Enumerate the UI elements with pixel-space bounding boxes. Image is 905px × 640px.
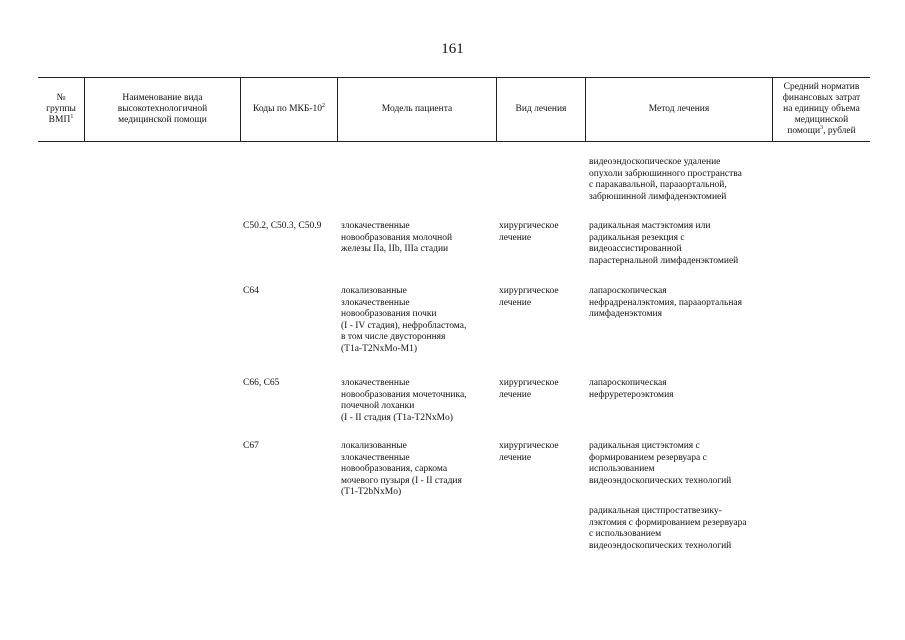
page-number: 161 bbox=[441, 41, 464, 57]
row-codes: C50.2, C50.3, C50.9 bbox=[243, 221, 322, 231]
row-patient-model: злокачественные новообразования мочеточника, почечной лоханки (I - II стадия (T1a-T2NxMo) bbox=[341, 378, 467, 423]
header-treatment-type: Вид лечения bbox=[515, 103, 567, 114]
row-method: радикальная цистэктомия с формированием резервуара с использованием видеоэндоскопических технологий bbox=[589, 441, 732, 486]
header-treatment-method: Метод лечения bbox=[648, 103, 710, 114]
header-care-type: Наименование вида высокотехнологичной медицинской помощи bbox=[117, 92, 208, 125]
row-codes: C67 bbox=[243, 441, 259, 451]
header-cost-norm: Средний норматив финансовых затрат на единицу объема медицинской помощи$^3$, рублей bbox=[782, 81, 861, 136]
header-patient-model: Модель пациента bbox=[381, 103, 453, 114]
continued-method: видеоэндоскопическое удаление опухоли забрюшинного пространства с паракавальной, парааортальной, забрюшинной лимфаденэктомией bbox=[589, 157, 742, 202]
row-method: радикальная мастэктомия или радикальная резекция с видеоассистированной парастернальной лимфаденэктомией bbox=[589, 221, 739, 266]
row-codes: C64 bbox=[243, 286, 259, 296]
row-method-alternative: радикальная цистпростатвезику- лэктомия с формированием резервуара с использованием видеоэндоскопических технологий bbox=[589, 506, 747, 551]
row-treatment-type: хирургическое лечение bbox=[499, 286, 559, 308]
row-codes: C66, C65 bbox=[243, 378, 280, 388]
row-patient-model: локализованные злокачественные новообразования почки (I - IV стадия), нефробластома, в том числе двусторонняя (T1a-T2NxMo-M1) bbox=[341, 286, 467, 354]
row-patient-model: локализованные злокачественные новообразования, саркома мочевого пузыря (I - II стадия (T1-T2bNxMo) bbox=[341, 441, 462, 497]
row-treatment-type: хирургическое лечение bbox=[499, 441, 559, 463]
row-treatment-type: хирургическое лечение bbox=[499, 221, 559, 243]
row-treatment-type: хирургическое лечение bbox=[499, 378, 559, 400]
row-method: лапароскопическая нефруретероэктомия bbox=[589, 378, 674, 400]
row-method: лапароскопическая нефрадреналэктомия, парааортальная лимфаденэктомия bbox=[589, 286, 743, 319]
header-bottom-rule bbox=[38, 141, 870, 142]
header-icd-codes: Коды по МКБ-$10^2$ bbox=[252, 102, 326, 114]
row-patient-model: злокачественные новообразования молочной железы IIa, IIb, IIIa стадии bbox=[341, 221, 453, 254]
header-group-number: № группы ВМП$^1$ bbox=[46, 92, 76, 125]
